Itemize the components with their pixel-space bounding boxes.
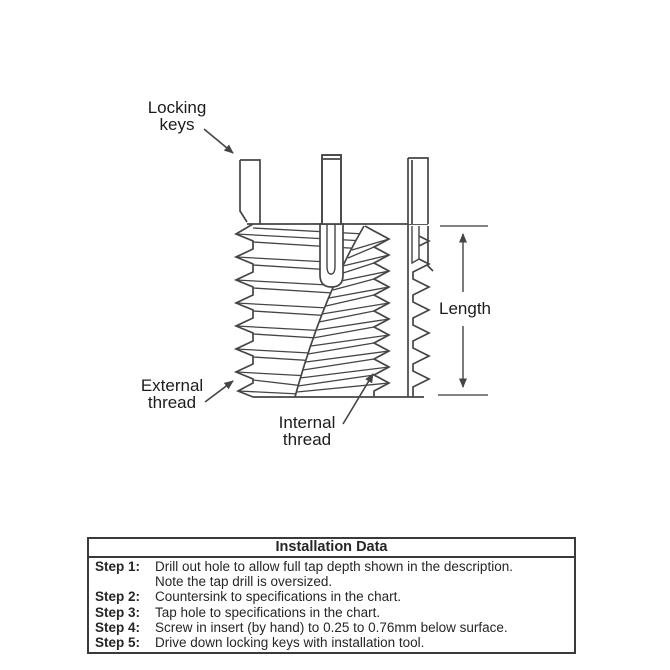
external-thread-arrow — [205, 381, 233, 402]
step-2-label: Step 2: — [95, 589, 141, 605]
step-3-text: Tap hole to specifications in the chart. — [155, 604, 381, 620]
installation-data-table — [87, 537, 576, 654]
step-1-text — [155, 559, 572, 589]
length-label: Length — [439, 299, 491, 318]
external-thread-label — [141, 377, 203, 411]
step-row-3 — [93, 605, 572, 620]
step-5-text: Drive down locking keys with installation tool. — [155, 635, 425, 651]
step-row-4 — [93, 620, 572, 635]
locking-keys-label — [148, 99, 207, 133]
step-row-1 — [93, 559, 572, 589]
external-thread-line1: External — [140, 376, 204, 395]
external-thread-line2: thread — [147, 393, 197, 412]
step-row-5 — [93, 635, 572, 650]
step-row-2 — [93, 589, 572, 604]
step-1-label: Step 1: — [95, 559, 141, 574]
right-key — [408, 158, 428, 263]
step-3-label: Step 3: — [95, 604, 141, 620]
step-4-label: Step 4: — [95, 619, 141, 635]
external-thread-zigzag — [236, 224, 253, 397]
locking-keys-arrow — [204, 129, 233, 153]
table-body — [89, 558, 574, 652]
left-key — [240, 160, 260, 224]
locking-keys-line2: keys — [159, 115, 195, 134]
step-5-label: Step 5: — [95, 635, 141, 651]
right-key-lower-edge — [428, 226, 433, 271]
step-1-line2: Note the tap drill is oversized. — [155, 574, 333, 590]
locking-keys-line1: Locking — [147, 98, 207, 117]
step-1-line1: Drill out hole to allow full tap depth shown in the description. — [155, 559, 513, 574]
table-title: Installation Data — [89, 539, 574, 558]
internal-thread-label — [279, 414, 336, 448]
center-key-capsule — [320, 224, 343, 287]
internal-thread-line1: Internal — [278, 413, 336, 432]
step-4-text: Screw in insert (by hand) to 0.25 to 0.76mm below surface. — [155, 619, 508, 635]
internal-thread-line2: thread — [282, 430, 332, 449]
step-2-text: Countersink to specifications in the chart. — [155, 589, 402, 605]
center-key — [322, 155, 341, 224]
